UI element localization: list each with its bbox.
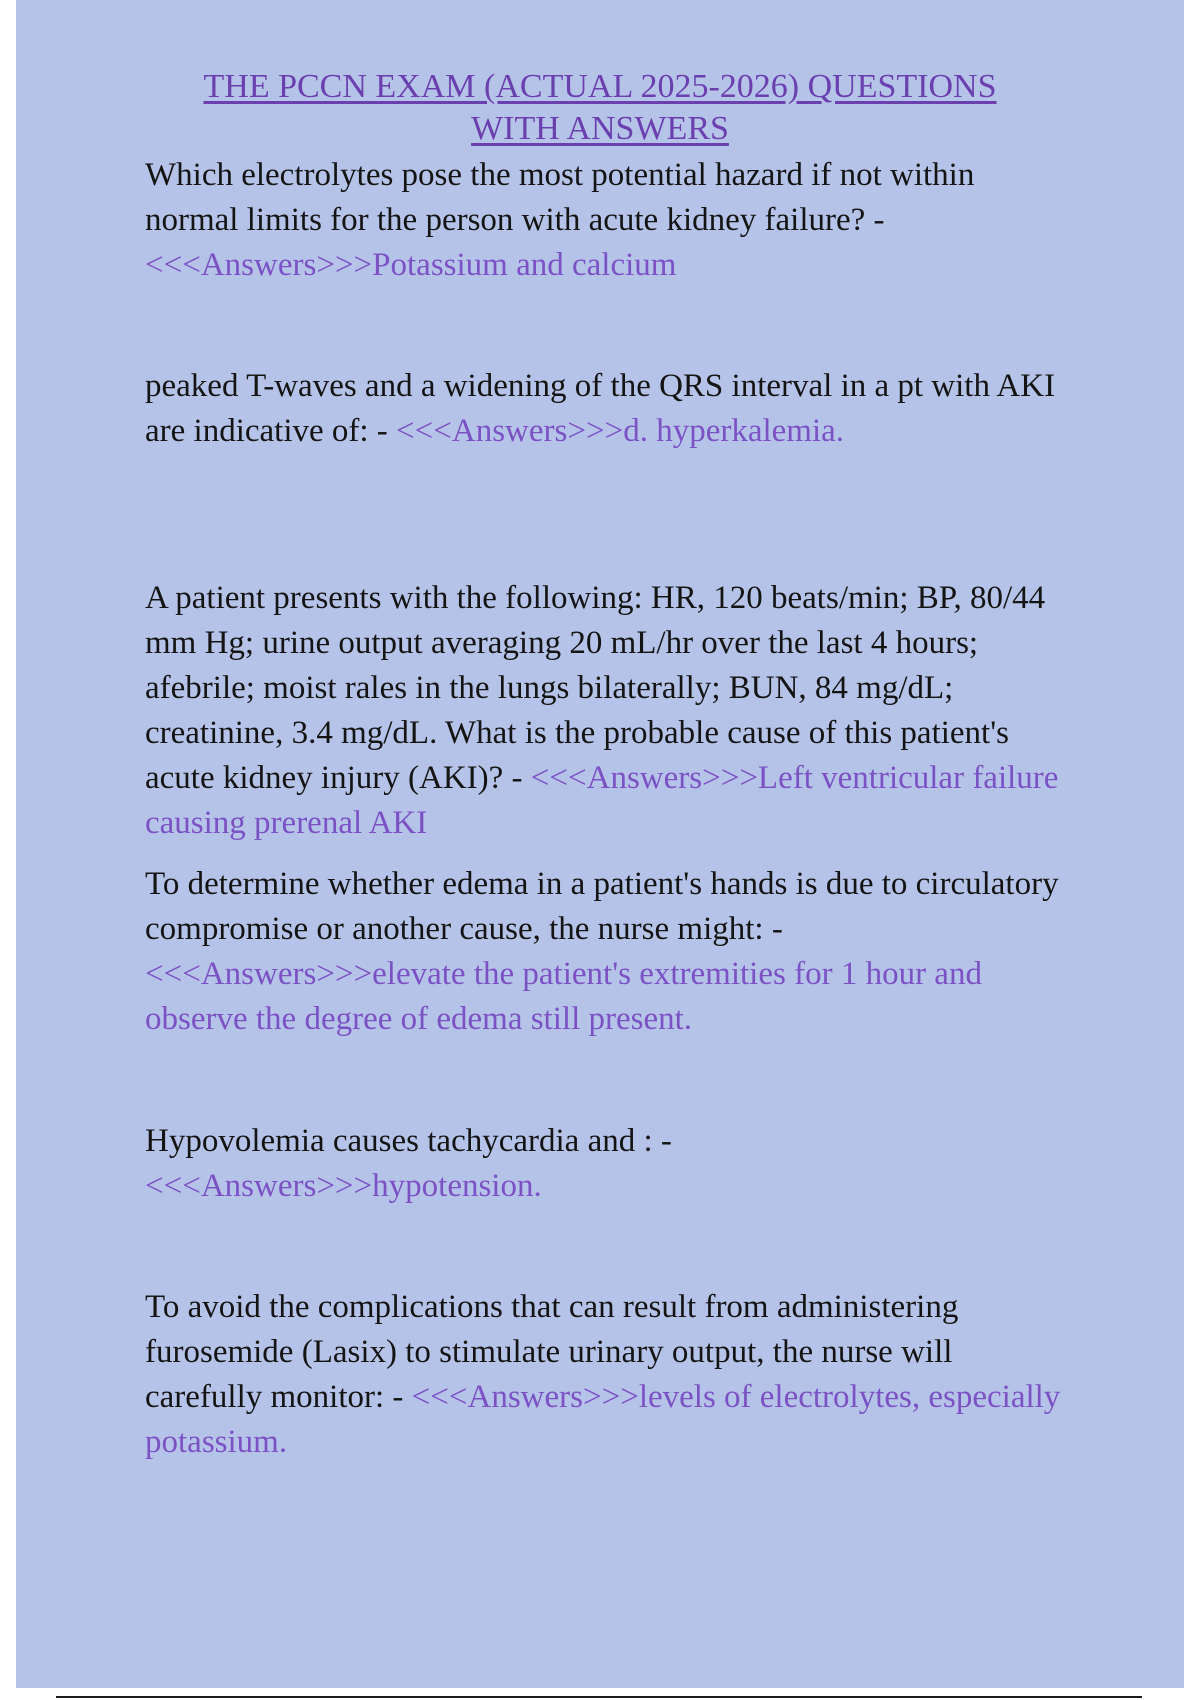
qa-item-6: [145, 1285, 1075, 1465]
qa-item-1: [145, 153, 1075, 288]
title-line-2: WITH ANSWERS: [471, 110, 729, 147]
question-text: To avoid the complications that can result from administering furosemide (Lasix) to stimulate urinary output, the nurse will carefully monitor: -: [145, 1289, 959, 1415]
document-title: [16, 66, 1184, 150]
question-text: peaked T-waves and a widening of the QRS interval in a pt with AKI are indicative of: -: [145, 368, 1056, 449]
qa-item-4: [145, 862, 1075, 1042]
answer-text: <<<Answers>>>elevate the patient's extremities for 1 hour and observe the degree of edema still present.: [145, 956, 982, 1037]
answer-text: <<<Answers>>>hypotension.: [145, 1168, 542, 1204]
question-text: Hypovolemia causes tachycardia and : -: [145, 1123, 672, 1159]
qa-item-3: [145, 576, 1075, 846]
question-text: A patient presents with the following: HR, 120 beats/min; BP, 80/44 mm Hg; urine output averaging 20 mL/hr over the last 4 hours; afebrile; moist rales in the lungs bilaterally; BUN, 84 mg/dL; creatinine, 3.4 mg/dL. What is the probable cause of this patient's acute kidney injury (AKI)? -: [145, 580, 1046, 796]
qa-item-2: [145, 364, 1075, 454]
footer-divider: [56, 1696, 1142, 1698]
answer-text: <<<Answers>>>levels of electrolytes, especially potassium.: [145, 1379, 1061, 1460]
title-line-1: THE PCCN EXAM (ACTUAL 2025-2026) QUESTIONS: [203, 68, 997, 105]
answer-text: <<<Answers>>>Potassium and calcium: [145, 247, 677, 283]
answer-text: <<<Answers>>>Left ventricular failure causing prerenal AKI: [145, 760, 1059, 841]
question-text: To determine whether edema in a patient's hands is due to circulatory compromise or another cause, the nurse might: -: [145, 866, 1059, 947]
question-text: Which electrolytes pose the most potential hazard if not within normal limits for the person with acute kidney failure? -: [145, 157, 975, 238]
qa-item-5: [145, 1119, 1075, 1209]
document-page: [16, 0, 1184, 1688]
answer-text: <<<Answers>>>d. hyperkalemia.: [396, 413, 845, 449]
